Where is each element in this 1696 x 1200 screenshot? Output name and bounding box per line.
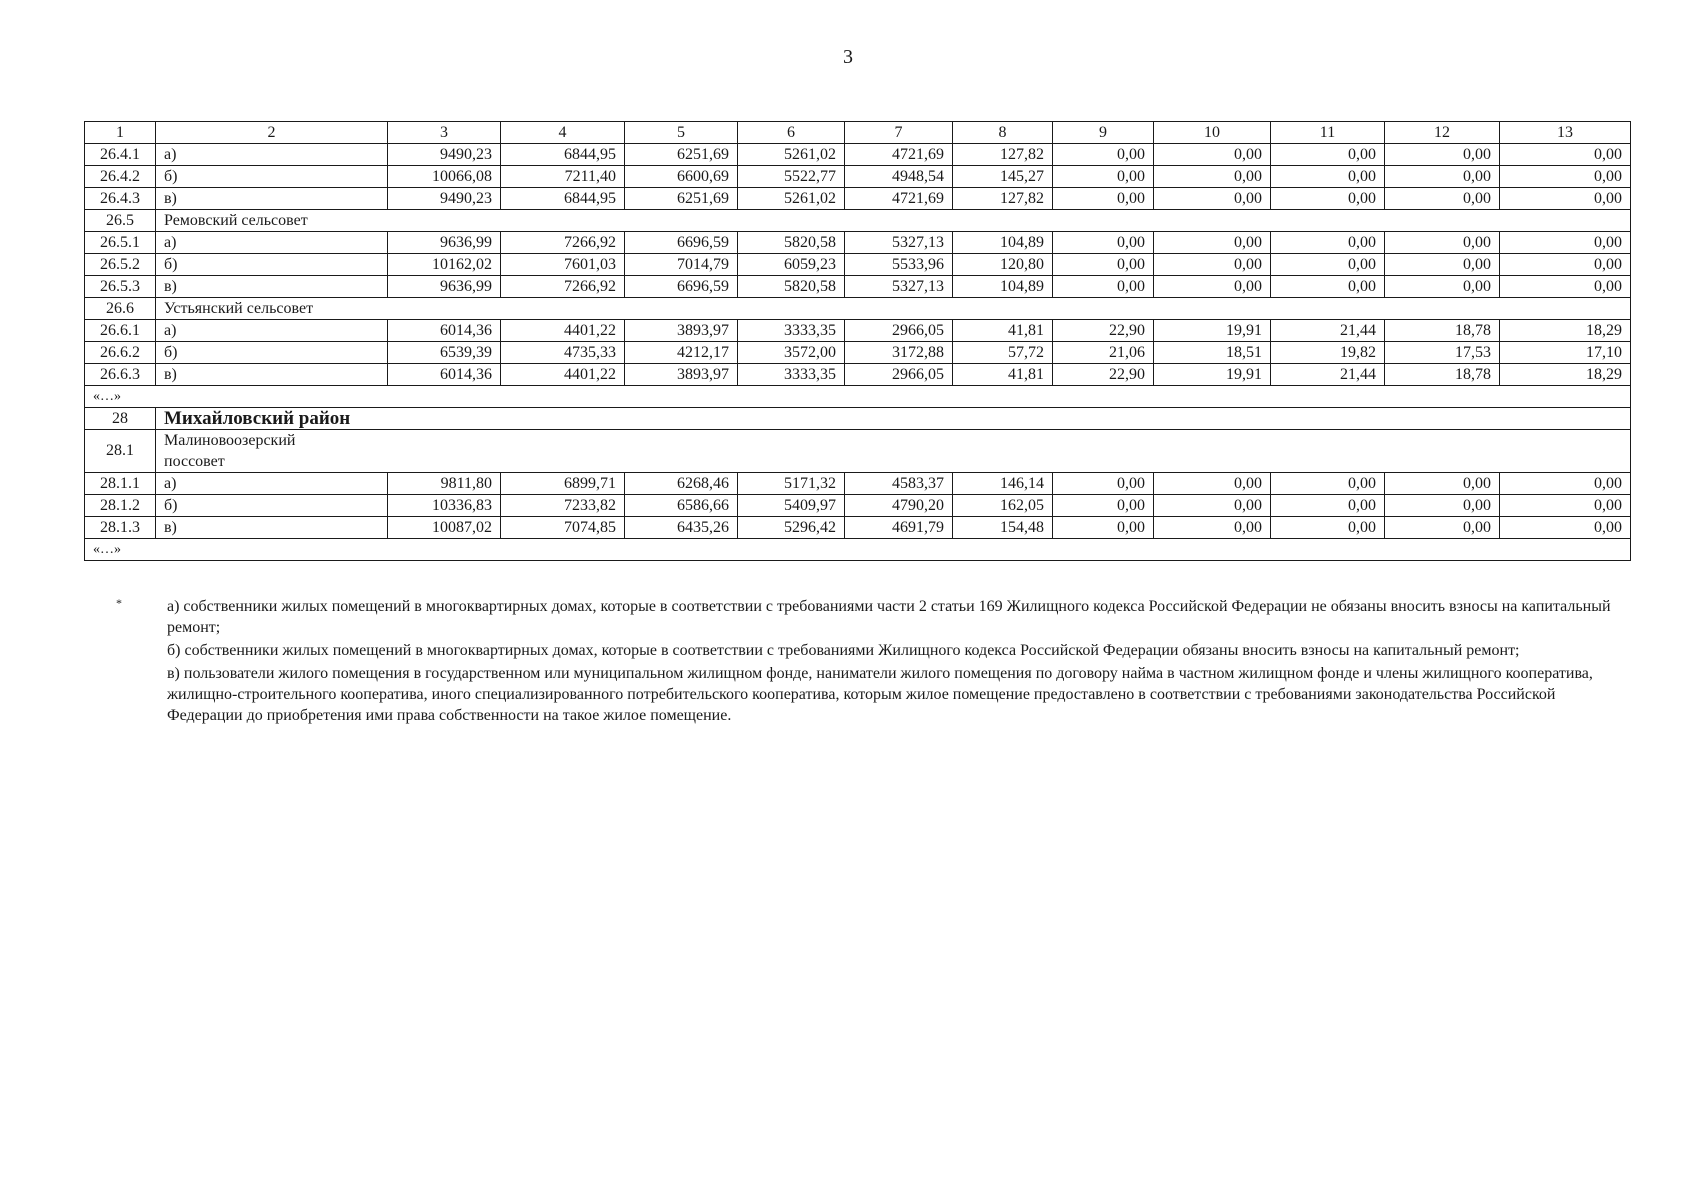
value-cell: 5820,58 [738, 276, 845, 298]
section-title [156, 210, 1631, 232]
value-cell: 6586,66 [625, 495, 738, 517]
section-title-text: Малиновоозерский поссовет [164, 432, 296, 470]
column-header: 4 [501, 122, 625, 144]
value-cell: 6899,71 [501, 473, 625, 495]
value-cell: 7014,79 [625, 254, 738, 276]
district-code: 28 [85, 408, 156, 430]
value-cell: 0,00 [1053, 254, 1154, 276]
row-category: б) [156, 166, 388, 188]
value-cell: 7601,03 [501, 254, 625, 276]
value-cell: 0,00 [1385, 473, 1500, 495]
value-cell: 5327,13 [845, 276, 953, 298]
value-cell: 4790,20 [845, 495, 953, 517]
row-category: а) [156, 232, 388, 254]
table-row [85, 342, 1631, 364]
header-row [85, 122, 1631, 144]
district-row [85, 408, 1631, 430]
row-code: 26.4.3 [85, 188, 156, 210]
value-cell: 18,29 [1500, 364, 1631, 386]
value-cell: 0,00 [1500, 144, 1631, 166]
table-row [85, 276, 1631, 298]
row-code: 26.5.2 [85, 254, 156, 276]
value-cell: 19,91 [1154, 320, 1271, 342]
row-code: 28.1.1 [85, 473, 156, 495]
value-cell: 7266,92 [501, 232, 625, 254]
value-cell: 10087,02 [388, 517, 501, 539]
value-cell: 0,00 [1053, 144, 1154, 166]
value-cell: 0,00 [1271, 144, 1385, 166]
table-row [85, 473, 1631, 495]
value-cell: 6844,95 [501, 188, 625, 210]
value-cell: 0,00 [1271, 517, 1385, 539]
value-cell: 0,00 [1154, 232, 1271, 254]
section-code: 26.6 [85, 298, 156, 320]
value-cell: 0,00 [1271, 188, 1385, 210]
value-cell: 6600,69 [625, 166, 738, 188]
value-cell: 4583,37 [845, 473, 953, 495]
column-header: 13 [1500, 122, 1631, 144]
value-cell: 4212,17 [625, 342, 738, 364]
column-header: 7 [845, 122, 953, 144]
section-row [85, 430, 1631, 473]
value-cell: 104,89 [953, 276, 1053, 298]
value-cell: 4401,22 [501, 364, 625, 386]
value-cell: 9636,99 [388, 232, 501, 254]
value-cell: 5820,58 [738, 232, 845, 254]
table-row [85, 254, 1631, 276]
value-cell: 18,78 [1385, 364, 1500, 386]
value-cell: 4948,54 [845, 166, 953, 188]
row-code: 26.6.2 [85, 342, 156, 364]
value-cell: 0,00 [1385, 254, 1500, 276]
value-cell: 0,00 [1500, 495, 1631, 517]
value-cell: 22,90 [1053, 364, 1154, 386]
value-cell: 154,48 [953, 517, 1053, 539]
value-cell: 17,53 [1385, 342, 1500, 364]
value-cell: 0,00 [1154, 144, 1271, 166]
section-title-text: Ремовский сельсовет [164, 211, 308, 229]
table-row [85, 517, 1631, 539]
value-cell: 5261,02 [738, 144, 845, 166]
value-cell: 0,00 [1500, 166, 1631, 188]
district-title: Михайловский район [156, 408, 1631, 430]
value-cell: 19,82 [1271, 342, 1385, 364]
section-code: 26.5 [85, 210, 156, 232]
value-cell: 0,00 [1271, 166, 1385, 188]
column-header: 1 [85, 122, 156, 144]
footnote-item: в) пользователи жилого помещения в государственном или муниципальном жилищном фонде, наниматели жилого помещения по договору найма в частном жилищном фонде и члены жилищного кооператива, жилищно-строительного кооператива, иного специализированного потребительского кооператива, которым жилое помещение предоставлено в соответствии с требованиями законодательства Российской Федерации до приобретения ими права собственности на такое жилое помещение. [167, 665, 1593, 724]
row-category: в) [156, 364, 388, 386]
value-cell: 2966,05 [845, 320, 953, 342]
value-cell: 5296,42 [738, 517, 845, 539]
value-cell: 0,00 [1154, 517, 1271, 539]
row-code: 26.5.3 [85, 276, 156, 298]
section-code: 28.1 [85, 430, 156, 473]
value-cell: 21,44 [1271, 364, 1385, 386]
footnote-item: б) собственники жилых помещений в многоквартирных домах, которые в соответствии с требованиями Жилищного кодекса Российской Федерации обязаны вносить взносы на капитальный ремонт; [167, 642, 1520, 659]
value-cell: 6251,69 [625, 144, 738, 166]
value-cell: 18,29 [1500, 320, 1631, 342]
column-header: 5 [625, 122, 738, 144]
value-cell: 5522,77 [738, 166, 845, 188]
table-row [85, 495, 1631, 517]
value-cell: 0,00 [1500, 232, 1631, 254]
ellipsis-marker: «…» [85, 386, 1631, 408]
value-cell: 0,00 [1271, 232, 1385, 254]
value-cell: 0,00 [1500, 473, 1631, 495]
value-cell: 0,00 [1385, 144, 1500, 166]
value-cell: 145,27 [953, 166, 1053, 188]
row-code: 26.4.2 [85, 166, 156, 188]
value-cell: 9811,80 [388, 473, 501, 495]
value-cell: 0,00 [1053, 517, 1154, 539]
value-cell: 6014,36 [388, 320, 501, 342]
table-row [85, 144, 1631, 166]
value-cell: 127,82 [953, 144, 1053, 166]
value-cell: 0,00 [1385, 166, 1500, 188]
value-cell: 162,05 [953, 495, 1053, 517]
value-cell: 7266,92 [501, 276, 625, 298]
column-header: 11 [1271, 122, 1385, 144]
column-header: 10 [1154, 122, 1271, 144]
value-cell: 3333,35 [738, 364, 845, 386]
section-title [156, 430, 1631, 473]
column-header: 9 [1053, 122, 1154, 144]
value-cell: 7211,40 [501, 166, 625, 188]
omitted-rows [85, 539, 1631, 561]
table-row [85, 232, 1631, 254]
footnote-mark: * [116, 596, 122, 610]
value-cell: 0,00 [1385, 232, 1500, 254]
table-body [85, 122, 1631, 561]
value-cell: 0,00 [1053, 232, 1154, 254]
value-cell: 0,00 [1154, 495, 1271, 517]
row-category: а) [156, 320, 388, 342]
column-header: 6 [738, 122, 845, 144]
row-code: 26.5.1 [85, 232, 156, 254]
value-cell: 6435,26 [625, 517, 738, 539]
value-cell: 10162,02 [388, 254, 501, 276]
value-cell: 0,00 [1154, 188, 1271, 210]
value-cell: 0,00 [1385, 495, 1500, 517]
row-code: 28.1.2 [85, 495, 156, 517]
row-code: 26.4.1 [85, 144, 156, 166]
value-cell: 18,78 [1385, 320, 1500, 342]
value-cell: 0,00 [1053, 166, 1154, 188]
table-row [85, 320, 1631, 342]
value-cell: 0,00 [1271, 276, 1385, 298]
value-cell: 0,00 [1271, 473, 1385, 495]
row-category: а) [156, 144, 388, 166]
page-number: 3 [843, 46, 853, 68]
section-row [85, 210, 1631, 232]
value-cell: 6844,95 [501, 144, 625, 166]
value-cell: 6696,59 [625, 232, 738, 254]
section-title [156, 298, 1631, 320]
value-cell: 0,00 [1271, 495, 1385, 517]
column-header: 8 [953, 122, 1053, 144]
value-cell: 0,00 [1053, 276, 1154, 298]
value-cell: 18,51 [1154, 342, 1271, 364]
value-cell: 146,14 [953, 473, 1053, 495]
value-cell: 3572,00 [738, 342, 845, 364]
value-cell: 0,00 [1154, 254, 1271, 276]
value-cell: 7233,82 [501, 495, 625, 517]
value-cell: 0,00 [1053, 495, 1154, 517]
value-cell: 120,80 [953, 254, 1053, 276]
value-cell: 0,00 [1500, 276, 1631, 298]
row-code: 26.6.3 [85, 364, 156, 386]
value-cell: 3172,88 [845, 342, 953, 364]
row-category: а) [156, 473, 388, 495]
value-cell: 0,00 [1385, 517, 1500, 539]
row-category: б) [156, 342, 388, 364]
value-cell: 0,00 [1500, 517, 1631, 539]
section-title-text: Устьянский сельсовет [164, 299, 314, 317]
value-cell: 10336,83 [388, 495, 501, 517]
value-cell: 4691,79 [845, 517, 953, 539]
value-cell: 6696,59 [625, 276, 738, 298]
value-cell: 4721,69 [845, 188, 953, 210]
value-cell: 9636,99 [388, 276, 501, 298]
value-cell: 0,00 [1500, 254, 1631, 276]
table-row [85, 364, 1631, 386]
value-cell: 4735,33 [501, 342, 625, 364]
value-cell: 10066,08 [388, 166, 501, 188]
value-cell: 6014,36 [388, 364, 501, 386]
value-cell: 9490,23 [388, 144, 501, 166]
value-cell: 5171,32 [738, 473, 845, 495]
value-cell: 17,10 [1500, 342, 1631, 364]
section-row [85, 298, 1631, 320]
ellipsis-marker: «…» [85, 539, 1631, 561]
row-code: 28.1.3 [85, 517, 156, 539]
value-cell: 57,72 [953, 342, 1053, 364]
row-category: в) [156, 276, 388, 298]
footnotes [167, 596, 1627, 728]
value-cell: 127,82 [953, 188, 1053, 210]
value-cell: 6539,39 [388, 342, 501, 364]
value-cell: 6268,46 [625, 473, 738, 495]
value-cell: 22,90 [1053, 320, 1154, 342]
column-header: 2 [156, 122, 388, 144]
value-cell: 5327,13 [845, 232, 953, 254]
value-cell: 4721,69 [845, 144, 953, 166]
value-cell: 0,00 [1154, 473, 1271, 495]
value-cell: 5409,97 [738, 495, 845, 517]
value-cell: 21,06 [1053, 342, 1154, 364]
value-cell: 3893,97 [625, 364, 738, 386]
tariff-table [84, 121, 1631, 561]
value-cell: 0,00 [1154, 166, 1271, 188]
value-cell: 5261,02 [738, 188, 845, 210]
value-cell: 3333,35 [738, 320, 845, 342]
value-cell: 2966,05 [845, 364, 953, 386]
value-cell: 0,00 [1385, 188, 1500, 210]
value-cell: 19,91 [1154, 364, 1271, 386]
value-cell: 0,00 [1500, 188, 1631, 210]
value-cell: 21,44 [1271, 320, 1385, 342]
value-cell: 9490,23 [388, 188, 501, 210]
value-cell: 0,00 [1053, 188, 1154, 210]
value-cell: 0,00 [1053, 473, 1154, 495]
value-cell: 0,00 [1385, 276, 1500, 298]
table-row [85, 188, 1631, 210]
row-category: б) [156, 495, 388, 517]
row-code: 26.6.1 [85, 320, 156, 342]
row-category: б) [156, 254, 388, 276]
row-category: в) [156, 188, 388, 210]
column-header: 12 [1385, 122, 1500, 144]
value-cell: 41,81 [953, 364, 1053, 386]
value-cell: 7074,85 [501, 517, 625, 539]
value-cell: 4401,22 [501, 320, 625, 342]
value-cell: 5533,96 [845, 254, 953, 276]
value-cell: 0,00 [1154, 276, 1271, 298]
value-cell: 104,89 [953, 232, 1053, 254]
value-cell: 6251,69 [625, 188, 738, 210]
table-row [85, 166, 1631, 188]
footnote-item: а) собственники жилых помещений в многоквартирных домах, которые в соответствии с требованиями части 2 статьи 169 Жилищного кодекса Российской Федерации не обязаны вносить взносы на капитальный ремонт; [167, 598, 1611, 636]
omitted-rows [85, 386, 1631, 408]
value-cell: 3893,97 [625, 320, 738, 342]
value-cell: 41,81 [953, 320, 1053, 342]
row-category: в) [156, 517, 388, 539]
value-cell: 0,00 [1271, 254, 1385, 276]
value-cell: 6059,23 [738, 254, 845, 276]
column-header: 3 [388, 122, 501, 144]
